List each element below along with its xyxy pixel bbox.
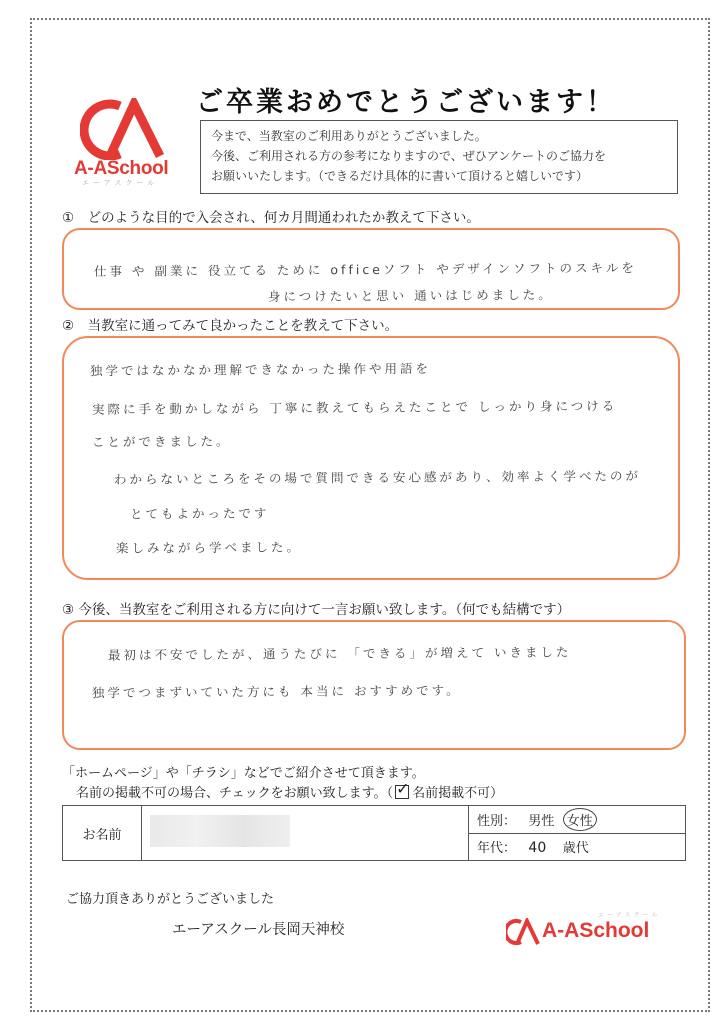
intro-box — [200, 120, 678, 194]
age-value: 40 — [528, 840, 547, 857]
answer-3-line: 最初は不安でしたが、通うたびに 「できる」が増えて いきました — [107, 644, 572, 663]
answer-2-line: とてもよかったです — [129, 505, 270, 522]
intro-line: 今まで、当教室のご利用ありがとうございました。 — [211, 129, 487, 143]
name-label: お名前 — [82, 827, 122, 843]
opt-out-label: 名前掲載不可） — [412, 786, 504, 801]
name-withhold-checkbox[interactable] — [395, 779, 410, 799]
publication-notice: 「ホームページ」や「チラシ」などでご紹介させて頂きます。 — [62, 766, 425, 781]
redacted-name — [150, 815, 290, 847]
respondent-info-table — [62, 805, 686, 861]
question-2-label: ② 当教室に通ってみて良かったことを教えて下さい。 — [62, 318, 399, 334]
answer-3-line: 独学でつまずいていた方にも 本当に おすすめです。 — [91, 682, 462, 701]
opt-out-text: 名前の掲載不可の場合、チェックをお願い致します。（ — [76, 786, 394, 801]
page-title: ご卒業おめでとうございます！ — [196, 87, 616, 118]
gender-option-male[interactable]: 男性 — [528, 813, 555, 829]
answer-2-box[interactable] — [62, 336, 680, 580]
answer-1-line: 身につけたいと思い 通いはじめました。 — [267, 287, 554, 304]
publication-opt-out — [76, 779, 504, 801]
answer-2-line: 楽しみながら学べました。 — [115, 539, 303, 556]
age-label: 年代： — [477, 841, 517, 857]
ca-logo-icon — [80, 98, 168, 160]
name-label-cell — [63, 806, 142, 861]
age-suffix: 歳代 — [562, 841, 589, 857]
answer-1-box[interactable] — [62, 228, 680, 310]
answer-2-line: わからないところをその場で質問できる安心感があり、効率よく学べたのが — [113, 468, 642, 487]
logo-kana-text: エーアスクール — [82, 179, 159, 187]
gender-label: 性別： — [477, 813, 517, 829]
ca-logo-small-icon — [506, 918, 542, 946]
question-1-label: ① どのような目的で入会され、何カ月間通われたか教えて下さい。 — [62, 210, 480, 226]
question-3-label: ③ 今後、当教室をご利用される方に向けて一言お願い致します。（何でも結構です） — [62, 602, 571, 618]
logo-kana-text: エーアスクール — [598, 912, 661, 919]
checkmark-icon: ✓ — [396, 779, 410, 798]
gender-option-female-selected[interactable]: 女性 — [563, 808, 597, 831]
answer-2-line: 独学ではなかなか理解できなかった操作や用語を — [89, 360, 432, 379]
name-value-cell[interactable] — [142, 806, 469, 861]
intro-line: お願いいたします。（できるだけ具体的に書いて頂けると嬉しいです） — [211, 169, 589, 183]
logo-brand-text: A-ASchool — [74, 158, 169, 179]
school-name: エーアスクール長岡天神校 — [172, 922, 345, 938]
thanks-message: ご協力頂きありがとうございました — [66, 892, 275, 907]
school-logo — [74, 98, 170, 187]
answer-2-line: 実際に手を動かしながら 丁寧に教えてもらえたことで しっかり身につける — [91, 398, 618, 417]
gender-cell[interactable] — [469, 806, 686, 834]
answer-1-line: 仕事 や 副業に 役立てる ために officeソフト やデザインソフトのスキルを — [93, 260, 637, 279]
age-cell[interactable] — [469, 833, 686, 861]
answer-2-line: ことができました。 — [91, 433, 232, 450]
answer-3-box[interactable] — [62, 620, 686, 750]
logo-brand-text: A-ASchool — [542, 919, 650, 942]
intro-line: 今後、ご利用される方の参考になりますので、ぜひアンケートのご協力を — [211, 149, 607, 163]
